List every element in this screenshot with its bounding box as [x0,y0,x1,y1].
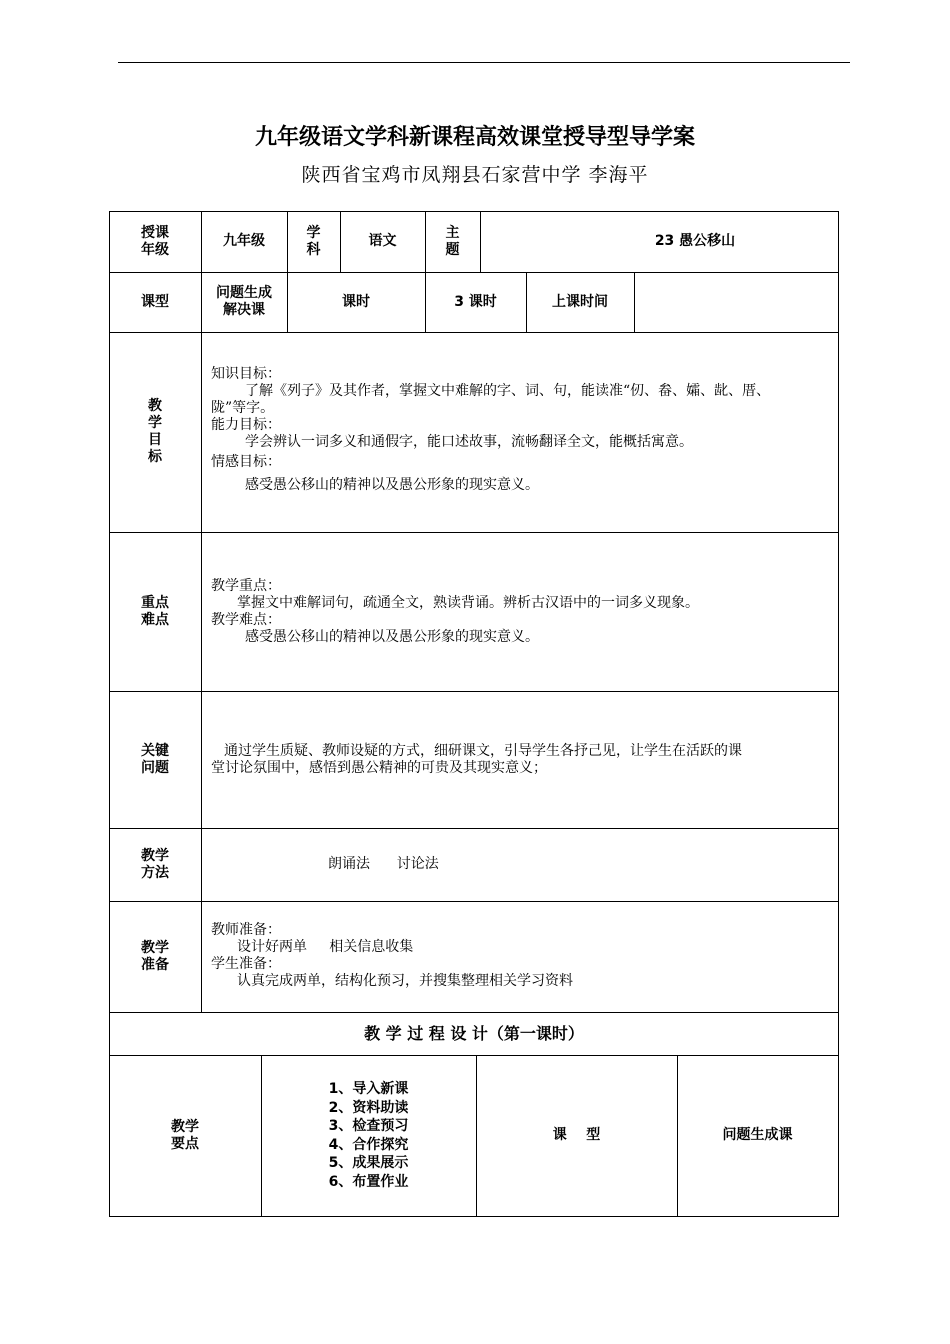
key-point-heading: 教学重点： [211,578,281,594]
prep-label-line2: 准备 [141,956,169,973]
class-hours-value: 3 课时 [454,293,497,310]
topic-label [425,211,480,272]
teacher-prep-heading: 教师准备： [211,922,281,938]
ability-goal-heading: 能力目标： [211,417,281,433]
goals-label-char3: 目 [148,432,162,448]
lesson-type-value [201,272,287,332]
step-item: 6、布置作业 [328,1173,409,1190]
difficult-point-heading: 教学难点： [211,612,281,628]
method-label-line1: 教学 [141,847,169,864]
topic-value: 23 愚公移山 [654,233,736,249]
process-design-title: 教 学 过 程 设 计（第一课时） [364,1024,584,1043]
key-difficult-content [211,578,835,646]
student-prep-text: 认真完成两单，结构化预习，并搜集整理相关学习资料 [237,973,573,989]
topic-label-line1: 主 [445,224,460,241]
goals-label-char1: 教 [148,398,162,414]
key-issue-content [211,743,835,777]
teaching-steps [261,1055,476,1216]
focus-label-line2: 难点 [141,611,169,628]
goals-label-char2: 学 [148,415,162,431]
teaching-goals-label [109,332,201,532]
teaching-prep-content [211,922,835,990]
focus-label-line1: 重点 [141,594,169,611]
step-item: 5、成果展示 [328,1155,409,1171]
subject-label-line2: 科 [306,241,321,258]
teaching-method-value: 朗诵法 讨论法 [328,856,439,872]
teacher-prep-text: 设计好两单 相关信息收集 [237,939,414,955]
emotion-goal-text: 感受愚公移山的精神以及愚公形象的现实意义。 [245,477,539,493]
difficult-point-text: 感受愚公移山的精神以及愚公形象的现实意义。 [245,629,539,645]
header-rule [118,62,850,63]
student-prep-heading: 学生准备： [211,956,281,972]
teaching-method-label [109,828,201,901]
ability-goal-text: 学会辨认一词多义和通假字，能口述故事，流畅翻译全文，能概括寓意。 [245,434,693,450]
knowledge-goal-text: 了解《列子》及其作者，掌握文中难解的字、词、句，能读准“仞、畚、孀、龀、厝、 [245,383,771,399]
lesson-type-value-line1: 问题生成 [216,285,272,301]
class-hours-label: 课时 [342,293,370,310]
subject-label-line1: 学 [306,224,321,241]
lesson-type-value-line2: 解决课 [223,302,265,318]
process-type-value: 问题生成课 [722,1127,793,1143]
knowledge-goal-text-cont: 陇”等字。 [211,400,275,416]
step-item: 4、合作探究 [328,1136,409,1153]
points-label-line2: 要点 [171,1135,199,1152]
step-item: 1、导入新课 [328,1081,409,1097]
prep-label-line1: 教学 [141,939,169,956]
teaching-prep-label [109,901,201,1012]
teaching-goals-content [211,366,835,494]
class-time-label: 上课时间 [552,293,608,310]
knowledge-goal-heading: 知识目标： [211,366,281,382]
goals-label-char4: 标 [148,449,162,465]
subject-value: 语文 [368,233,397,249]
class-time-value [634,272,838,332]
lesson-type-label: 课型 [141,293,169,310]
key-issue-text: 通过学生质疑、教师设疑的方式，细研课文，引导学生各抒己见，让学生在活跃的课 [224,743,742,759]
points-label-line1: 教学 [171,1118,199,1135]
process-type-label: 课 型 [552,1127,601,1143]
grade-value: 九年级 [223,233,265,249]
page-title: 九年级语文学科新课程高效课堂授导型导学案 [254,125,695,150]
key-issue-label-line2: 问题 [141,759,169,776]
step-item: 2、资料助读 [328,1099,409,1116]
key-issue-label [109,691,201,828]
key-issue-text-cont: 堂讨论氛围中，感悟到愚公精神的可贵及其现实意义； [211,760,547,776]
grade-label-line1: 授课 [141,224,169,241]
emotion-goal-heading: 情感目标： [211,454,281,470]
key-point-text: 掌握文中难解词句，疏通全文，熟读背诵。辨析古汉语中的一词多义现象。 [237,595,699,611]
teaching-points-label [109,1055,261,1216]
key-difficult-label [109,532,201,691]
grade-label [109,211,201,272]
subject-label [287,211,340,272]
topic-label-line2: 题 [445,241,460,258]
page-subtitle: 陕西省宝鸡市凤翔县石家营中学 李海平 [301,164,649,186]
grade-label-line2: 年级 [141,241,169,258]
step-item: 3、检查预习 [328,1118,409,1134]
method-label-line2: 方法 [141,864,169,881]
key-issue-label-line1: 关键 [141,742,169,759]
